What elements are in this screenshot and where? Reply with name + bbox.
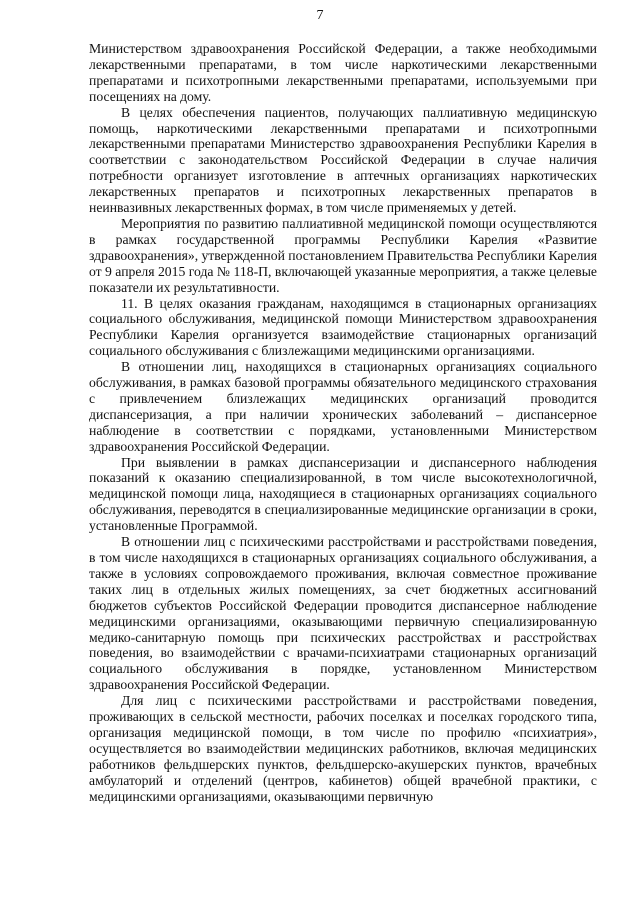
paragraph-rural-psychiatry: Для лиц с психическими расстройствами и расстройствами поведения, проживающих в сельской местности, рабочих поселках и поселках городского типа, организация медицинской помощи, в том числе по профилю «психиатрия», осуществляется во взаимодействии медицинских работников, включая медицинских работников фельдшерских пунктов, фельдшерско-акушерских пунктов, врачебных амбулаторий и отделений (центров, кабинетов) общей врачебной практики, с медицинскими организациями, оказывающими первичную [89,693,597,804]
paragraph-continuation: Министерством здравоохранения Российской Федерации, а также необходимыми лекарственными препаратами, в том числе наркотическими лекарственными препаратами и психотропными лекарственными препаратами, используемыми при посещениях на дому. [89,41,597,104]
paragraph-dispensarization: В отношении лиц, находящихся в стационарных организациях социального обслуживания, в рамках базовой программы обязательного медицинского страхования с привлечением близлежащих медицинских организаций проводится диспансеризация, а при наличии хронических заболеваний – диспансерное наблюдение в соответствии с порядками, установленными Министерством здравоохранения Российской Федерации. [89,359,597,454]
paragraph-narcotic-provision: В целях обеспечения пациентов, получающих паллиативную медицинскую помощь, наркотическими лекарственными препаратами и психотропными лекарственными препаратами Министерство здравоохранения Республики Карелия в соответствии с законодательством Российской Федерации в случае наличия потребности организует изготовление в аптечных организациях наркотических лекарственных препаратов и психотропных лекарственных препаратов в неинвазивных лекарственных формах, в том числе применяемых у детей. [89,104,597,216]
paragraph-item-11: 11. В целях оказания гражданам, находящимся в стационарных организациях социального обслуживания, медицинской помощи Министерством здравоохранения Республики Карелия организуется взаимодействие стационарных организаций социального обслуживания с близлежащими медицинскими организациями. [89,295,597,359]
paragraph-specialized-care: При выявлении в рамках диспансеризации и диспансерного наблюдения показаний к оказанию специализированной, в том числе высокотехнологичной, медицинской помощи лица, находящиеся в стационарных организациях социального обслуживания, переводятся в специализированные медицинские организации в сроки, установленные Программой. [89,454,597,534]
paragraph-mental-disorders: В отношении лиц с психическими расстройствами и расстройствами поведения, в том числе находящихся в стационарных организациях социального обслуживания, а также в условиях сопровождаемого проживания, включая совместное проживание таких лиц в отдельных жилых помещениях, за счет бюджетных ассигнований бюджетов субъектов Российской Федерации проводится диспансерное наблюдение медицинскими организациями, оказывающими первичную специализированную медико-санитарную помощь при психических расстройствах и расстройствах поведения, во взаимодействии с врачами-психиатрами стационарных организаций социального обслуживания в порядке, установленном Министерством здравоохранения Российской Федерации. [89,534,597,693]
body-text [89,41,597,805]
page-number: 7 [316,8,324,23]
paragraph-palliative-program: Мероприятия по развитию паллиативной медицинской помощи осуществляются в рамках государственной программы Республики Карелия «Развитие здравоохранения», утвержденной постановлением Правительства Республики Карелия от 9 апреля 2015 года № 118-П, включающей указанные мероприятия, а также целевые показатели их результативности. [89,215,597,295]
